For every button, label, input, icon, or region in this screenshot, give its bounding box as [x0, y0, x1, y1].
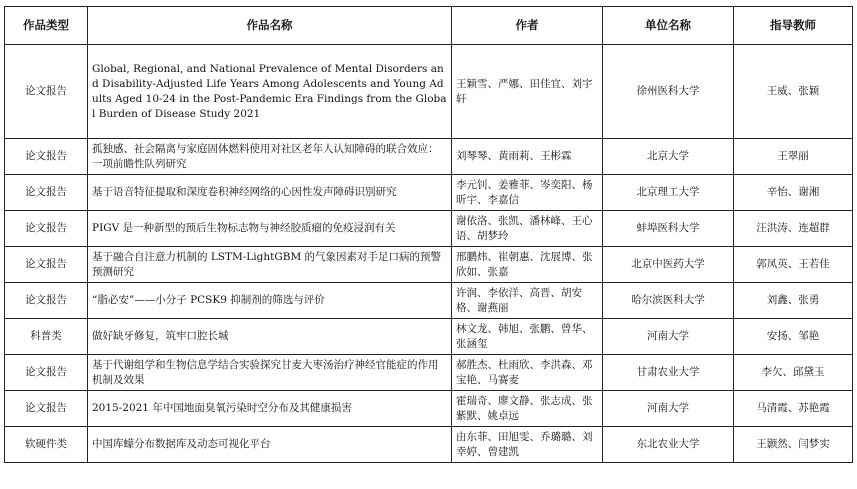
table-row	[5, 427, 853, 463]
cell-type: 论文报告	[5, 391, 88, 427]
cell-title: Global, Regional, and National Prevalence of Mental Disorders and Disability-Adjusted Life Years Among Adolescents and Young Adults Aged 10-24 in the Post-Pandemic Era Findings from the Global Burden of Disease Study 2021	[88, 45, 452, 139]
cell-title: 基于代谢组学和生物信息学结合实验探究甘麦大枣汤治疗神经官能症的作用机制及效果	[88, 355, 452, 391]
cell-authors: 邢鹏炜、崔朝惠、沈展博、张欣如、张嘉	[452, 247, 603, 283]
table-row	[5, 175, 853, 211]
cell-type: 论文报告	[5, 211, 88, 247]
table-row	[5, 391, 853, 427]
cell-title: 中国库蠓分布数据库及动态可视化平台	[88, 427, 452, 463]
cell-authors: 谢依洛、张凯、潘林峰、王心语、胡梦玲	[452, 211, 603, 247]
awards-table	[4, 6, 853, 463]
cell-unit: 哈尔滨医科大学	[603, 283, 734, 319]
cell-title: 孤独感、社会隔离与家庭固体燃料使用对社区老年人认知障碍的联合效应：一项前瞻性队列研究	[88, 139, 452, 175]
cell-advisor: 安扬、邹艳	[734, 319, 853, 355]
cell-type: 论文报告	[5, 355, 88, 391]
cell-type: 科普类	[5, 319, 88, 355]
header-authors: 作者	[452, 7, 603, 45]
cell-advisor: 郭凤英、王若佳	[734, 247, 853, 283]
cell-advisor: 汪洪涛、连超群	[734, 211, 853, 247]
table-row	[5, 211, 853, 247]
cell-advisor: 王颢然、闫梦实	[734, 427, 853, 463]
table-row	[5, 247, 853, 283]
table-row	[5, 283, 853, 319]
cell-unit: 北京理工大学	[603, 175, 734, 211]
cell-title: 基于语音特征提取和深度卷积神经网络的心因性发声障碍识别研究	[88, 175, 452, 211]
cell-title: “脂必安”——小分子 PCSK9 抑制剂的筛选与评价	[88, 283, 452, 319]
header-title: 作品名称	[88, 7, 452, 45]
cell-authors: 由东菲、田旭雯、乔璐璐、刘幸婷、曾建凯	[452, 427, 603, 463]
cell-advisor: 刘鑫、张勇	[734, 283, 853, 319]
table-row	[5, 355, 853, 391]
cell-authors: 王颖雪、严娜、田佳宜、刘宇轩	[452, 45, 603, 139]
cell-authors: 李元钊、姜雅菲、岑奕阳、杨昕宇、李嘉信	[452, 175, 603, 211]
cell-unit: 北京大学	[603, 139, 734, 175]
header-advisor: 指导教师	[734, 7, 853, 45]
cell-advisor: 王威、张颖	[734, 45, 853, 139]
cell-title: 2015-2021 年中国地面臭氧污染时空分布及其健康损害	[88, 391, 452, 427]
cell-title: PIGV 是一种新型的预后生物标志物与神经胶质瘤的免疫浸润有关	[88, 211, 452, 247]
cell-unit: 甘肃农业大学	[603, 355, 734, 391]
cell-advisor: 辛怡、谢湘	[734, 175, 853, 211]
cell-type: 论文报告	[5, 283, 88, 319]
cell-title: 基于融合自注意力机制的 LSTM-LightGBM 的气象因素对手足口病的预警预测研究	[88, 247, 452, 283]
table-row	[5, 45, 853, 139]
cell-type: 论文报告	[5, 247, 88, 283]
cell-unit: 徐州医科大学	[603, 45, 734, 139]
header-row	[5, 7, 853, 45]
cell-authors: 许润、李依洋、高晋、胡安格、谢燕丽	[452, 283, 603, 319]
cell-authors: 林文龙、韩旭、张鹏、曾华、张涵玺	[452, 319, 603, 355]
table-row	[5, 319, 853, 355]
cell-type: 论文报告	[5, 139, 88, 175]
header-unit: 单位名称	[603, 7, 734, 45]
header-type: 作品类型	[5, 7, 88, 45]
cell-advisor: 王翠丽	[734, 139, 853, 175]
table-row	[5, 139, 853, 175]
cell-authors: 郝胜杰、杜雨欣、李洪森、邓宝艳、马赛麦	[452, 355, 603, 391]
cell-type: 软硬件类	[5, 427, 88, 463]
cell-authors: 刘琴琴、黄雨莉、王彬霖	[452, 139, 603, 175]
cell-unit: 河南大学	[603, 391, 734, 427]
cell-unit: 河南大学	[603, 319, 734, 355]
cell-authors: 霍瑞奇、廖文静、张志成、张紫默、姚卓远	[452, 391, 603, 427]
cell-title: 做好缺牙修复，筑牢口腔长城	[88, 319, 452, 355]
cell-unit: 蚌埠医科大学	[603, 211, 734, 247]
cell-advisor: 马清霞、苏艳霞	[734, 391, 853, 427]
cell-advisor: 李欠、邱黛玉	[734, 355, 853, 391]
cell-type: 论文报告	[5, 45, 88, 139]
cell-unit: 北京中医药大学	[603, 247, 734, 283]
cell-type: 论文报告	[5, 175, 88, 211]
cell-unit: 东北农业大学	[603, 427, 734, 463]
